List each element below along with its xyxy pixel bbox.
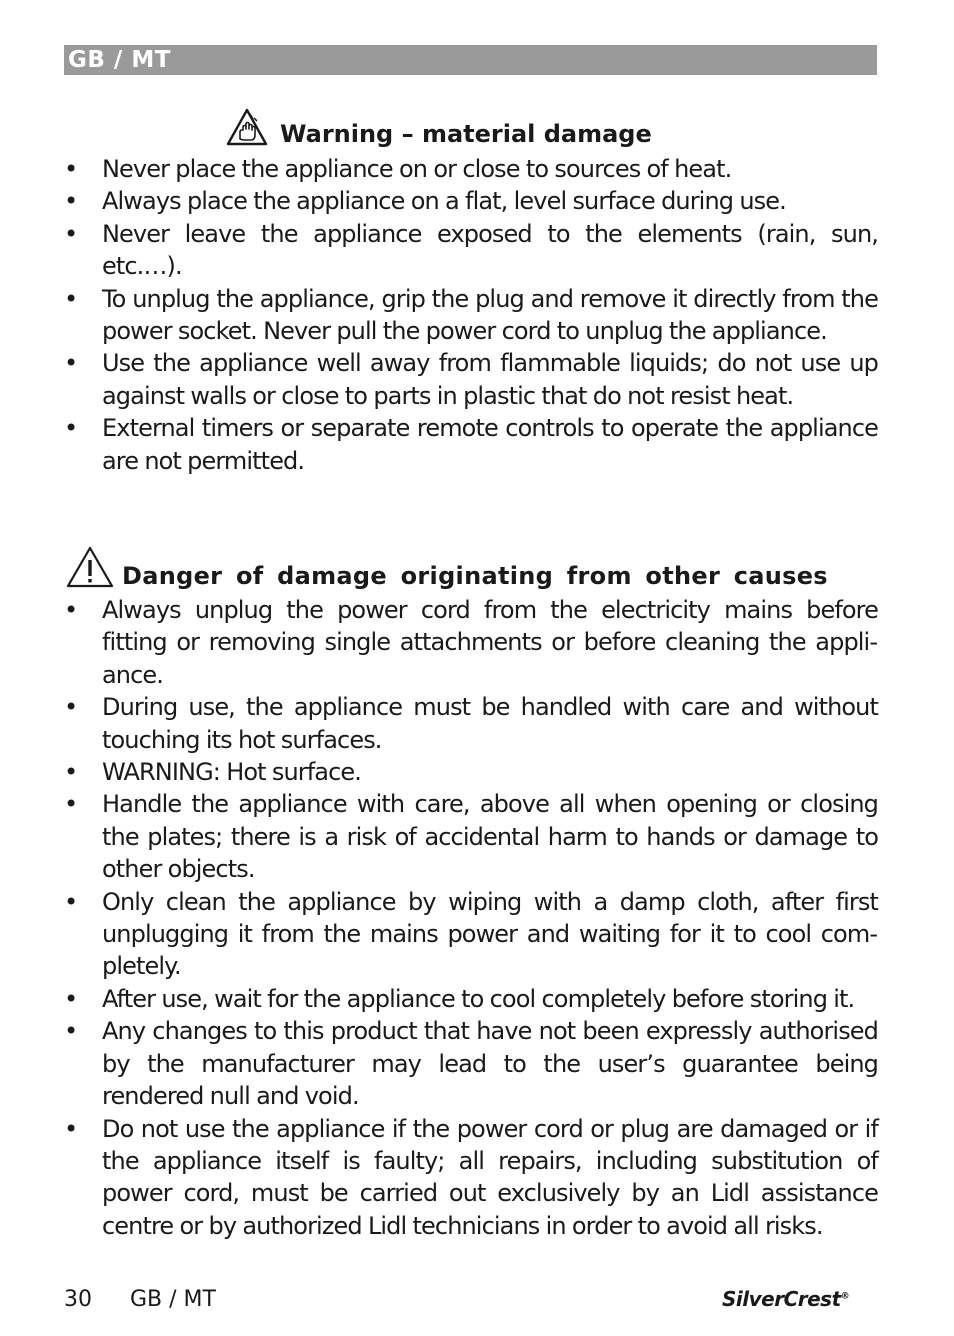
brand-name: SilverCrest (722, 1287, 841, 1311)
bullet: • (64, 219, 78, 248)
list-item: • Never place the appliance on or close to sources of heat. (102, 153, 878, 185)
list-item: • During use, the appliance must be handled with care and without touching its hot surfaces. (64, 693, 878, 754)
bullet: • (64, 790, 78, 819)
list-item: • Handle the appliance with care, above all when opening or closing the plates; there is a risk of accidental harm to hands or damage to other objects. (64, 790, 878, 884)
bullet: • (64, 887, 78, 916)
bullet: • (64, 984, 78, 1013)
list-item: • WARNING: Hot surface. (102, 756, 878, 788)
bullet: • (64, 1114, 78, 1143)
bullet: • (64, 414, 78, 443)
bullet: • (64, 693, 78, 722)
section-title-material-damage: Warning – material damage (280, 120, 652, 148)
list-item: • Use the appliance well away from flammable liquids; do not use up against walls or close to parts in plastic that do not resist heat. (64, 349, 878, 410)
page-number: 30 (64, 1287, 92, 1312)
footer-region-label: GB / MT (130, 1287, 216, 1312)
brand-registered-mark: ® (840, 1291, 850, 1302)
list-item: • Do not use the appliance if the power cord or plug are damaged or if the appliance itself is faulty; all repairs, including substitution of power cord, must be carried out exclusively by an Lidl assistance centre or by authorized Lidl technicians in order to avoid all risks. (64, 1114, 878, 1240)
list-item: • Any changes to this product that have not been expressly authorised by the manufacturer may lead to the user’s guarantee being rendered null and void. (64, 1017, 878, 1111)
list-item: • Always unplug the power cord from the electricity mains before fitting or removing single attachments or before cleaning the appliance. (64, 596, 878, 689)
bullet: • (64, 596, 78, 624)
section-title-other-causes: Danger of damage originating from other causes (122, 562, 828, 590)
list-item: • Always place the appliance on a flat, level surface during use. (102, 185, 878, 217)
warning-triangle-hand-icon (226, 108, 268, 146)
other-causes-list (64, 594, 878, 1242)
bullet: • (64, 155, 78, 183)
header-region-label: GB / MT (68, 47, 171, 73)
material-damage-list (64, 153, 878, 477)
header-bar (64, 45, 877, 75)
list-item: • External timers or separate remote controls to operate the appliance are not permitted. (64, 414, 878, 475)
bullet: • (64, 187, 78, 216)
list-item: • Only clean the appliance by wiping with a damp cloth, after first unplugging it from the mains power and waiting for it to cool completely. (64, 887, 878, 981)
brand-logo (722, 1287, 849, 1311)
bullet: • (64, 349, 78, 378)
bullet: • (64, 1017, 78, 1046)
bullet: • (64, 284, 78, 313)
bullet: • (64, 758, 78, 787)
warning-triangle-exclamation-icon (66, 546, 114, 588)
list-item: • After use, wait for the appliance to cool completely before storing it. (102, 983, 878, 1015)
list-item: • Never leave the appliance exposed to the elements (rain, sun, etc.…). (64, 219, 878, 281)
list-item: • To unplug the appliance, grip the plug and remove it directly from the power socket. Never pull the power cord to unplug the appliance. (64, 284, 878, 346)
